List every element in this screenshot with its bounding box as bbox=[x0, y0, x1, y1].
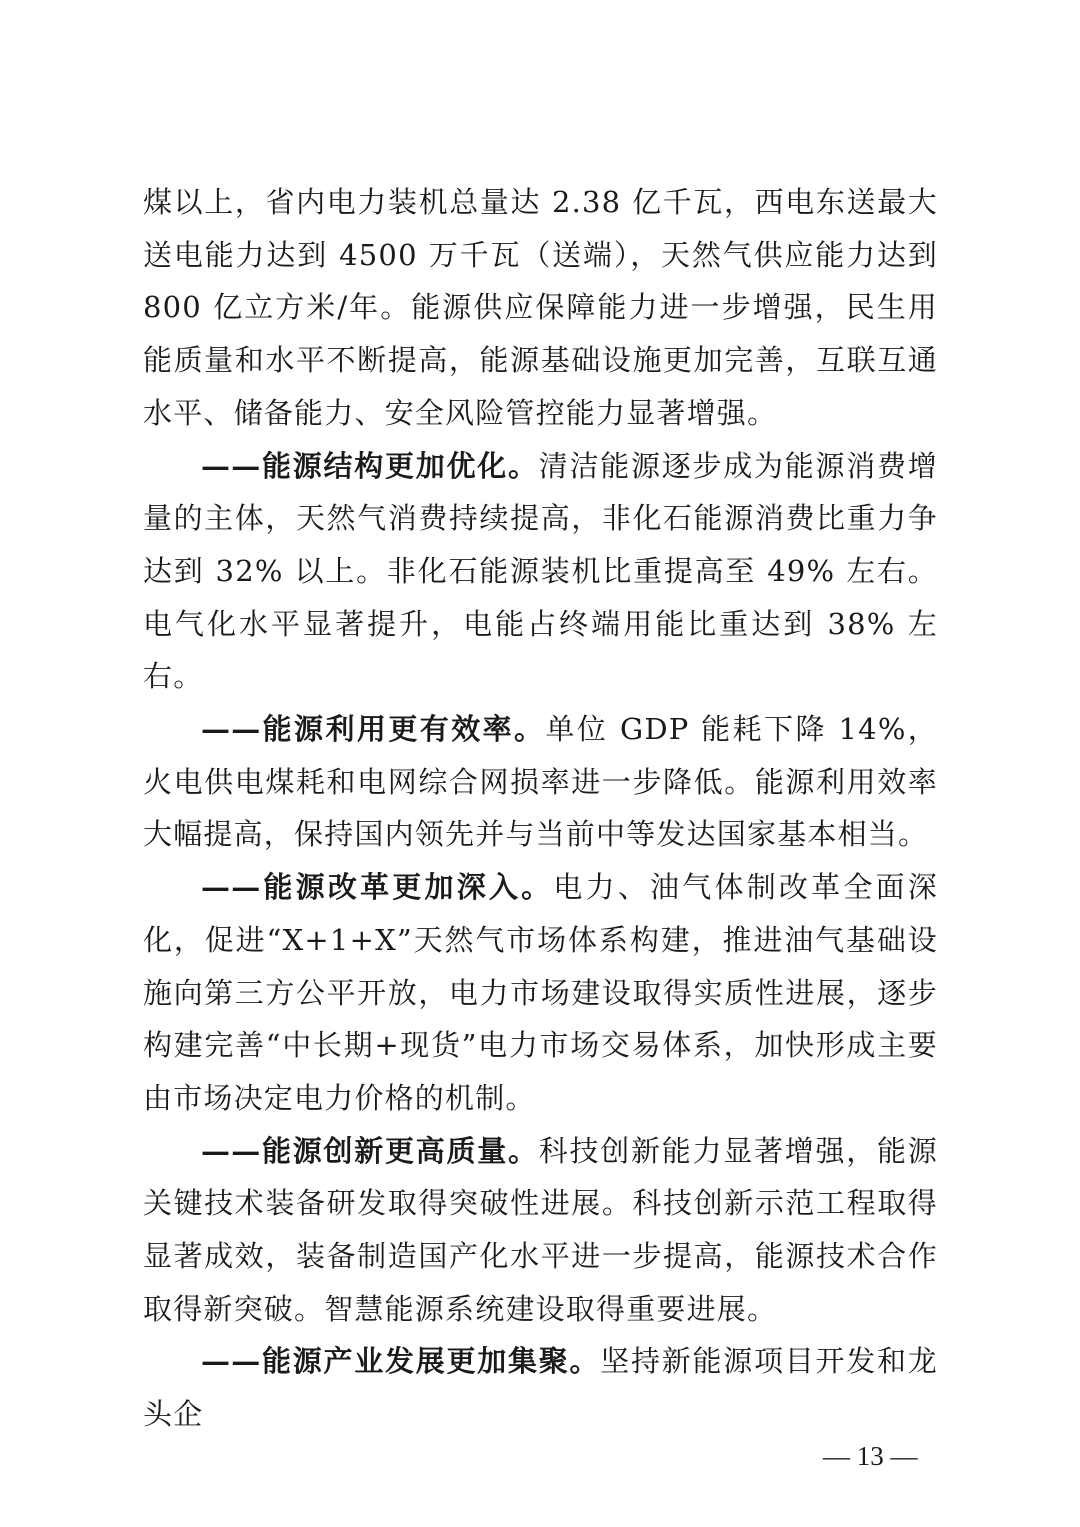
paragraph-energy-reform-text: 电力、油气体制改革全面深化，促进“X+1+X”天然气市场体系构建，推进油气基础设施向第三方公平开放，电力市场建设取得实质性进展，逐步构建完善“中长期+现货”电力市场交易体系，加快形成主要由市场决定电力价格的机制。 bbox=[143, 870, 938, 1115]
paragraph-energy-structure-text: 清洁能源逐步成为能源消费增量的主体，天然气消费持续提高，非化石能源消费比重力争达到 32% 以上。非化石能源装机比重提高至 49% 左右。电气化水平显著提升，电能占终端用能比重达到 38% 左右。 bbox=[143, 448, 938, 694]
paragraph-energy-innovation bbox=[143, 1125, 938, 1336]
paragraph-1 bbox=[143, 176, 938, 440]
paragraph-energy-industry-lead: ——能源产业发展更加集聚。 bbox=[201, 1344, 601, 1379]
paragraph-energy-industry bbox=[143, 1335, 938, 1440]
paragraph-energy-innovation-lead: ——能源创新更高质量。 bbox=[201, 1133, 539, 1168]
paragraph-energy-innovation-text: 科技创新能力显著增强，能源关键技术装备研发取得突破性进展。科技创新示范工程取得显著成效，装备制造国产化水平进一步提高，能源技术合作取得新突破。智慧能源系统建设取得重要进展。 bbox=[143, 1133, 938, 1326]
paragraph-1-text: 煤以上，省内电力装机总量达 2.38 亿千瓦，西电东送最大送电能力达到 4500 万千瓦（送端），天然气供应能力达到 800 亿立方米/年。能源供应保障能力进一步增强，民生用能质量和水平不断提高，能源基础设施更加完善，互联互通水平、储备能力、安全风险管控能力显著增强。 bbox=[143, 185, 938, 430]
page-number: — 13 — bbox=[823, 1441, 918, 1471]
paragraph-energy-reform-lead: ——能源改革更加深入。 bbox=[201, 870, 554, 905]
body-text bbox=[143, 176, 938, 1441]
paragraph-energy-reform bbox=[143, 861, 938, 1125]
paragraph-energy-structure bbox=[143, 440, 938, 704]
paragraph-energy-structure-lead: ——能源结构更加优化。 bbox=[201, 448, 539, 483]
paragraph-energy-efficiency bbox=[143, 703, 938, 861]
paragraph-energy-efficiency-lead: ——能源利用更有效率。 bbox=[201, 712, 546, 747]
paragraph-energy-efficiency-text: 单位 GDP 能耗下降 14%，火电供电煤耗和电网综合网损率进一步降低。能源利用效率大幅提高，保持国内领先并与当前中等发达国家基本相当。 bbox=[143, 712, 938, 852]
paragraph-energy-industry-text: 坚持新能源项目开发和龙头企 bbox=[143, 1344, 938, 1432]
